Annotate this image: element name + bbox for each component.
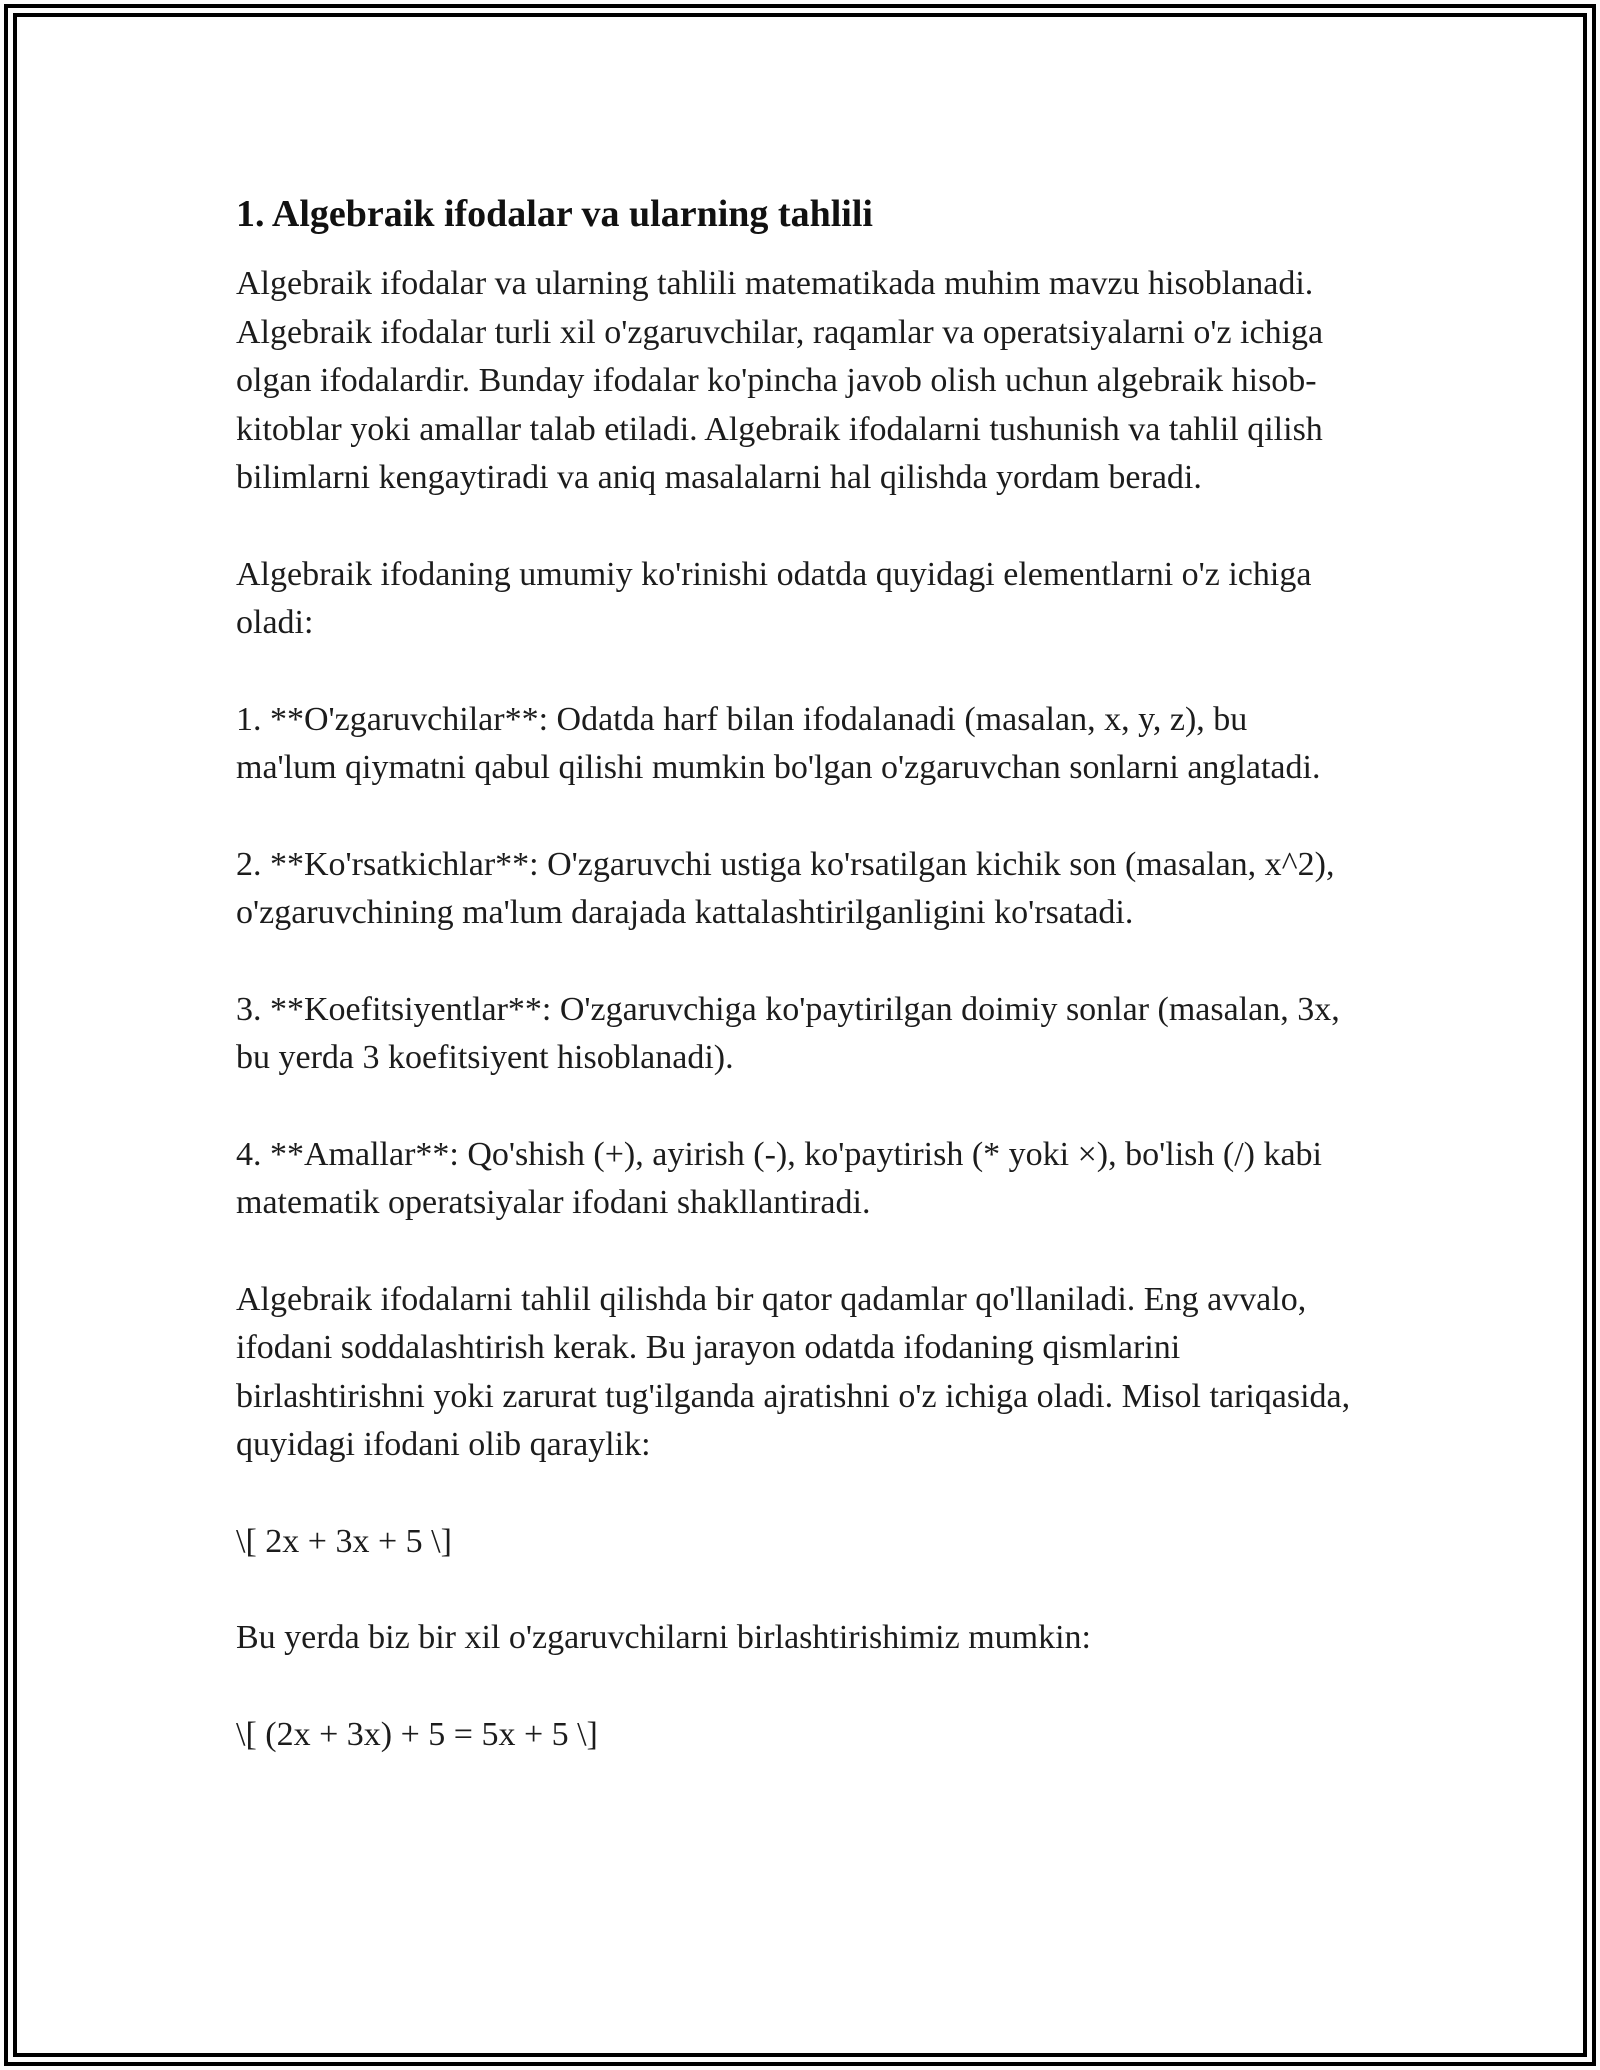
list-item-operations: 4. **Amallar**: Qo'shish (+), ayirish (-), ko'paytirish (* yoki ×), bo'lish (/) kabi matematik operatsiyalar ifodani shakllantiradi.: [236, 1135, 1331, 1221]
formula-simplified: \[ (2x + 3x) + 5 = 5x + 5 \]: [236, 1715, 598, 1753]
list-item-coefficients: 3. **Koefitsiyentlar**: O'zgaruvchiga ko'paytirilgan doimiy sonlar (masalan, 3x, bu yerda 3 koefitsiyent hisoblanadi).: [236, 990, 1349, 1076]
formula-expression: \[ 2x + 3x + 5 \]: [236, 1522, 452, 1560]
list-item-variables: 1. **O'zgaruvchilar**: Odatda harf bilan ifodalanadi (masalan, x, y, z), bu ma'lum qiymatni qabul qilishi mumkin bo'lgan o'zgaruvchan sonlarni anglatadi.: [236, 700, 1321, 786]
paragraph-elements-intro: Algebraik ifodaning umumiy ko'rinishi odatda quyidagi elementlarni o'z ichiga oladi:: [236, 555, 1320, 641]
paragraph-intro: Algebraik ifodalar va ularning tahlili matematikada muhim mavzu hisoblanadi. Algebraik ifodalar turli xil o'zgaruvchilar, raqamlar va operatsiyalarni o'z ichiga olgan ifodalardir. Bunday ifodalar ko'pincha javob olish uchun algebraik hisob-kitoblar yoki amallar talab etiladi. Algebraik ifodalarni tushunish va tahlil qilish bilimlarni kengaytiradi va aniq masalalarni hal qilishda yordam beradi.: [236, 265, 1332, 496]
paragraph-combine: Bu yerda biz bir xil o'zgaruvchilarni birlashtirishimiz mumkin:: [236, 1619, 1091, 1656]
paragraph-analysis: Algebraik ifodalarni tahlil qilishda bir qator qadamlar qo'llaniladi. Eng avvalo, ifodani soddalashtirish kerak. Bu jarayon odatda ifodaning qismlarini birlashtirishni yoki zarurat tug'ilganda ajratishni o'z ichiga oladi. Misol tariqasida, quyidagi ifodani olib qaraylik:: [236, 1280, 1359, 1463]
section-heading: 1. Algebraik ifodalar va ularning tahlili: [236, 193, 873, 235]
list-item-exponents: 2. **Ko'rsatkichlar**: O'zgaruvchi ustiga ko'rsatilgan kichik son (masalan, x^2), o'zgaruvchining ma'lum darajada kattalashtirilganligini ko'rsatadi.: [236, 845, 1343, 931]
document-body: [236, 186, 1359, 1759]
